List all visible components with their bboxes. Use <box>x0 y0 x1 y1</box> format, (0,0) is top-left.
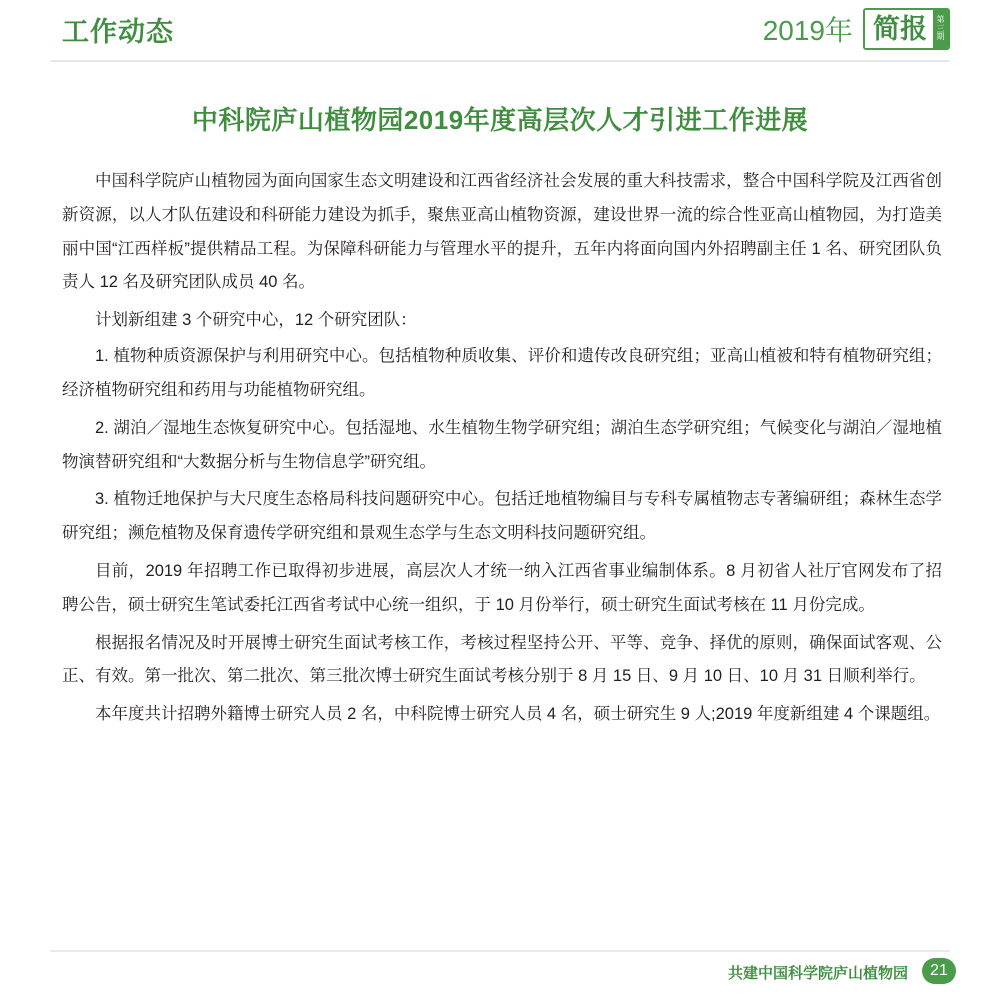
paragraph: 计划新组建 3 个研究中心，12 个研究团队： <box>95 311 417 330</box>
issue-badge-number-line3: 期 <box>936 32 945 42</box>
footer-divider <box>50 950 950 952</box>
paragraph: 3. 植物迁地保护与大尺度生态格局科技问题研究中心。包括迁地植物编目与专科专属植物志专著编研组；森林生态学研究组；濒危植物及保育遗传学研究组和景观生态学与生态文明科技问题研究组。 <box>62 490 942 543</box>
paragraph: 1. 植物种质资源保护与利用研究中心。包括植物种质收集、评价和遗传改良研究组；亚高山植被和特有植物研究组；经济植物研究组和药用与功能植物研究组。 <box>62 347 942 399</box>
paragraph: 中国科学院庐山植物园为面向国家生态文明建设和江西省经济社会发展的重大科技需求，整合中国科学院及江西省创新资源，以人才队伍建设和科研能力建设为抓手，聚焦亚高山植物资源，建设世界一流的综合性亚高山植物园，为打造美丽中国“江西样板”提供精品工程。为保障科研能力与管理水平的提升，五年内将面向国内外招聘副主任 1 名、研究团队负责人 12 名及研究团队成员 40 名。 <box>62 172 942 292</box>
issue-year: 2019年 <box>762 15 853 46</box>
paragraph: 根据报名情况及时开展博士研究生面试考核工作，考核过程坚持公开、平等、竞争、择优的原则，确保面试客观、公正、有效。第一批次、第二批次、第三批次博士研究生面试考核分别于 8 月 15 日、9 月 10 日、10 月 31 日顺利举行。 <box>62 633 942 686</box>
section-title: 工作动态 <box>62 17 174 47</box>
paragraph: 2. 湖泊／湿地生态恢复研究中心。包括湿地、水生植物生物学研究组；湖泊生态学研究组；气候变化与湖泊／湿地植物演替研究组和“大数据分析与生物信息学”研究组。 <box>62 418 942 471</box>
footer-organization: 共建中国科学院庐山植物园 <box>727 965 908 982</box>
issue-badge-number-line2: 三 <box>936 23 945 33</box>
paragraph: 目前，2019 年招聘工作已取得初步进展，高层次人才统一纳入江西省事业编制体系。8 月初省人社厅官网发布了招聘公告，硕士研究生笔试委托江西省考试中心统一组织，于 10 月份举行，硕士研究生面试考核在 11 月份完成。 <box>62 561 942 614</box>
header-issue-group <box>763 8 950 50</box>
issue-badge-number <box>933 10 948 48</box>
issue-badge <box>863 8 950 50</box>
page-header <box>0 0 1000 62</box>
page-number-badge: 21 <box>922 958 956 984</box>
header-divider <box>50 60 950 62</box>
page-footer <box>0 944 1000 1000</box>
article-body <box>62 165 942 736</box>
article-title: 中科院庐山植物园2019年度高层次人才引进工作进展 <box>191 105 809 135</box>
issue-badge-number-line1: 第 <box>936 15 945 25</box>
paragraph: 本年度共计招聘外籍博士研究人员 2 名，中科院博士研究人员 4 名，硕士研究生 9 人;2019 年度新组建 4 个课题组。 <box>95 705 941 724</box>
issue-badge-label: 简报 <box>865 10 933 48</box>
